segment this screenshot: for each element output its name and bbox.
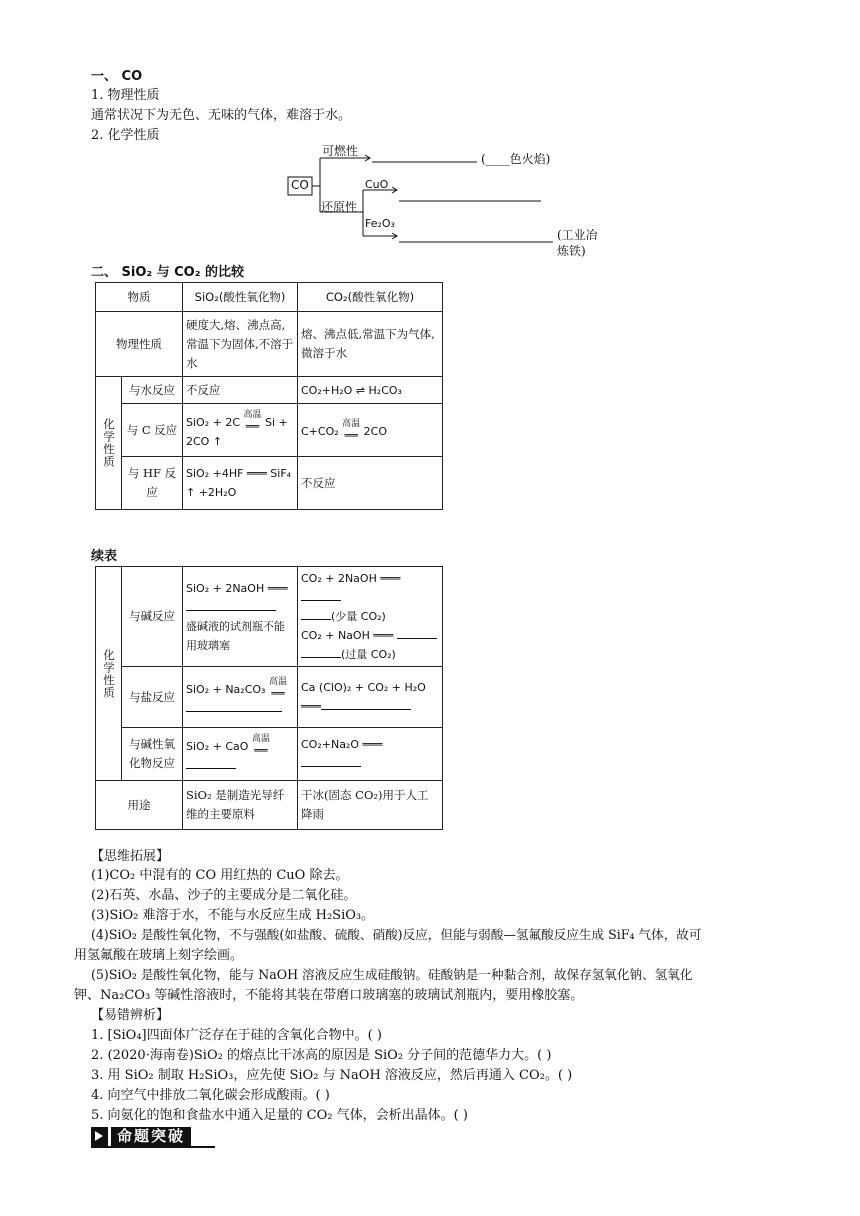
section-banner [91, 1127, 215, 1148]
hf-co2: 不反应 [298, 457, 443, 510]
base-co2-eq1: CO₂ + 2NaOH ═══ [301, 572, 401, 585]
salt-co2-eq: Ca (ClO)₂ + CO₂ + H₂O [301, 681, 426, 694]
flame-color-note: (____色火焰) [481, 152, 551, 166]
salt-sio2 [183, 667, 298, 728]
salt-sio2-eq: SiO₂ + Na₂CO₃ [186, 682, 266, 696]
hf-sio2 [183, 457, 298, 510]
water-label: 与水反应 [122, 377, 183, 404]
error-item: 4. 向空气中排放二氧化碳会形成酸雨。( ) [91, 1088, 330, 1103]
c-co2-condition: 高温 ══ [342, 419, 361, 442]
water-sio2: 不反应 [183, 377, 298, 404]
c-co2 [298, 404, 443, 457]
continued-label: 续表 [91, 549, 118, 564]
chemical-properties-title: 2. 化学性质 [91, 128, 160, 143]
oxide-label: 与碱性氧化物反应 [122, 728, 183, 781]
base-sio2-note: 盛碱液的试剂瓶不能用玻璃塞 [186, 619, 285, 652]
error-item: 1. [SiO₄]四面体广泛存在于硅的含氧化合物中。( ) [91, 1028, 382, 1043]
base-co2-note1: (少量 CO₂) [331, 610, 386, 623]
c-sio2-product-b: 2CO ↑ [186, 434, 223, 448]
base-sio2 [183, 567, 298, 667]
phys-label: 物理性质 [96, 312, 183, 377]
c-co2-product: 2CO [363, 425, 388, 438]
chem-label: 化学性质 [96, 377, 122, 510]
salt-co2-arrow: ═══ [301, 700, 321, 713]
cuo-label: CuO [365, 178, 389, 191]
error-item: 5. 向氨化的饱和食盐水中通入足量的 CO₂ 气体，会析出晶体。( ) [91, 1108, 468, 1123]
extension-item: (4)SiO₂ 是酸性氧化物，不与强酸(如盐酸、硫酸、硝酸)反应，但能与弱酸—氢氟酸反应生成 SiF₄ 气体，故可 [91, 927, 702, 942]
base-sio2-eq: SiO₂ + 2NaOH ═══ [186, 581, 288, 595]
header-sio2: SiO₂(酸性氧化物) [183, 283, 298, 312]
oxide-co2-eq: CO₂+Na₂O ═══ [301, 738, 383, 751]
c-sio2-product-a: Si + [265, 415, 288, 429]
use-co2: 干冰(固态 CO₂)用于人工降雨 [298, 781, 443, 830]
use-sio2: SiO₂ 是制造光导纤维的主要原料 [183, 781, 298, 830]
base-co2-eq2: CO₂ + NaOH ═══ [301, 629, 394, 642]
co-box-label: CO [291, 178, 309, 192]
errors-title: 【易错辨析】 [91, 1008, 170, 1023]
hf-sio2-line1: SiO₂ +4HF ═══ SiF₄ [186, 467, 292, 480]
extension-item: (5)SiO₂ 是酸性氧化物，能与 NaOH 溶液反应生成硅酸钠。硅酸钠是一种黏合剂，故保存氢氧化钠、氢氧化 [91, 967, 693, 982]
section-heading-co: 一、 CO [91, 69, 143, 84]
salt-co2-blank [321, 699, 411, 710]
extension-item: (3)SiO₂ 难溶于水，不能与水反应生成 H₂SiO₃。 [91, 908, 375, 923]
c-sio2-reactants: SiO₂ + 2C [186, 415, 240, 429]
base-sio2-blank [186, 600, 276, 611]
hf-sio2-line2: ↑ +2H₂O [186, 486, 237, 499]
header-co2: CO₂(酸性氧化物) [298, 283, 443, 312]
error-item: 2. (2020·海南卷)SiO₂ 的熔点比干冰高的原因是 SiO₂ 分子间的范德华力大。( ) [91, 1048, 552, 1063]
comparison-table [95, 282, 443, 510]
hf-label: 与 HF 反应 [122, 457, 183, 510]
salt-sio2-blank [186, 701, 282, 712]
oxide-sio2 [183, 728, 298, 781]
error-item: 3. 用 SiO₂ 制取 H₂SiO₃，应先使 SiO₂ 与 NaOH 溶液反应，然后再通入 CO₂。( ) [91, 1068, 573, 1083]
header-substance: 物质 [96, 283, 183, 312]
water-co2: CO₂+H₂O ⇌ H₂CO₃ [298, 377, 443, 404]
oxide-co2 [298, 728, 443, 781]
c-co2-reactants: C+CO₂ [301, 425, 339, 438]
salt-label: 与盐反应 [122, 667, 183, 728]
oxide-sio2-eq: SiO₂ + CaO [186, 739, 249, 753]
extension-item: (1)CO₂ 中混有的 CO 用红热的 CuO 除去。 [91, 868, 349, 883]
extension-item-continued: 钾、Na₂CO₃ 等碱性溶液时，不能将其装在带磨口玻璃塞的玻璃试剂瓶内，要用橡胶塞。 [74, 988, 584, 1003]
salt-sio2-condition: 高温 ══ [268, 676, 287, 700]
chem-label-2: 化学性质 [96, 567, 122, 781]
section-heading-comparison: 二、 SiO₂ 与 CO₂ 的比较 [91, 265, 244, 280]
industry-note-2: 炼铁) [557, 244, 586, 258]
banner-title: 命题突破 [111, 1127, 191, 1146]
base-label: 与碱反应 [122, 567, 183, 667]
use-label: 用途 [96, 781, 183, 830]
oxide-co2-blank [301, 756, 361, 767]
comparison-table-continued [95, 566, 443, 830]
c-sio2-condition: 高温 ══ [243, 409, 262, 433]
physical-properties-title: 1. 物理性质 [91, 88, 160, 103]
oxide-sio2-condition: 高温 ══ [251, 733, 270, 757]
industry-note-1: (工业冶 [557, 228, 598, 242]
extension-title: 【思维拓展】 [91, 849, 170, 864]
c-label: 与 C 反应 [122, 404, 183, 457]
phys-sio2: 硬度大,熔、沸点高,常温下为固体,不溶于水 [183, 312, 298, 377]
banner-arrow-icon [91, 1127, 108, 1146]
salt-co2 [298, 667, 443, 728]
reducing-label: 还原性 [321, 200, 358, 214]
fe2o3-label: Fe₂O₃ [365, 217, 395, 230]
flammable-label: 可燃性 [322, 144, 359, 158]
phys-co2: 熔、沸点低,常温下为气体,微溶于水 [298, 312, 443, 377]
extension-item-continued: 用氢氟酸在玻璃上刻字绘画。 [74, 948, 244, 963]
oxide-sio2-blank [186, 758, 236, 769]
base-co2 [298, 567, 443, 667]
c-sio2 [183, 404, 298, 457]
physical-properties-text: 通常状况下为无色、无味的气体，难溶于水。 [91, 108, 352, 123]
extension-item: (2)石英、水晶、沙子的主要成分是二氧化硅。 [91, 888, 357, 903]
base-co2-note2: (过量 CO₂) [341, 648, 396, 661]
